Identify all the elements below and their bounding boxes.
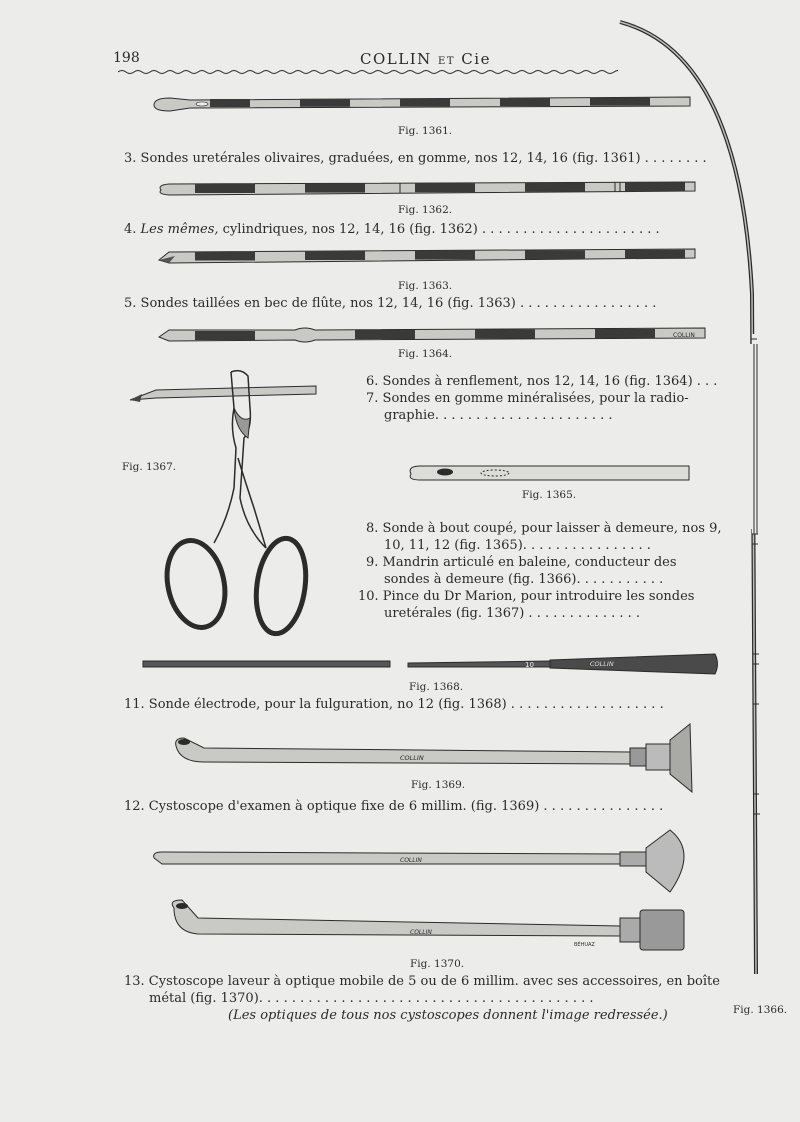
item-13-line1: 13. Cystoscope laveur à optique mobile de 5 ou de 6 millim. avec ses accessoires, en boîte [124,974,720,989]
marion-forceps-illustration [126,368,351,640]
item-13-line2: métal (fig. 1370). . . . . . . . . . . . . . . . . . . . . . . . . . . . . . . . . . . . . . . . . [149,991,594,1006]
running-header [360,50,491,68]
cystoscope-1370b-engraving: COLLIN [410,929,432,936]
item-8-line2: 10, 11, 12 (fig. 1365). . . . . . . . . . . . . . . . [384,538,651,553]
header-wavy-rule [118,68,618,76]
cystoscope-1369-engraving: COLLIN [400,754,424,762]
item-9-line2: sondes à demeure (fig. 1366). . . . . . . . . . . [384,572,664,587]
publisher-et: ET [438,56,456,67]
cystoscope-1370-illustration [150,822,700,952]
item-6: 6. Sondes à renflement, nos 12, 14, 16 (fig. 1364) . . . [366,374,718,389]
caption-fig-1364: Fig. 1364. [398,348,453,360]
electrode-1368-illustration [140,648,720,680]
optics-note: (Les optiques de tous nos cystoscopes donnent l'image redressée.) [228,1008,668,1023]
caption-fig-1367: Fig. 1367. [122,461,177,473]
item-11: 11. Sonde électrode, pour la fulguration, no 12 (fig. 1368) . . . . . . . . . . . . . . . . . . . [124,697,664,712]
item-4-text: cylindriques, nos 12, 14, 16 (fig. 1362) . . . . . . . . . . . . . . . . . . . . . . [222,222,660,237]
item-4-emphasis: Les mêmes, [140,222,219,237]
electrode-size-engraving: 10 [525,661,534,669]
maker-mark-engraving: BÉHUAZ [574,942,595,948]
caption-fig-1366: Fig. 1366. [733,1004,788,1016]
catheter-1364-engraving: COLLIN [673,332,695,339]
publisher-co: Cie [461,50,491,68]
item-9-line1: 9. Mandrin articulé en baleine, conducteur des [366,555,677,570]
item-12: 12. Cystoscope d'examen à optique fixe de 6 millim. (fig. 1369) . . . . . . . . . . . . . . . [124,799,664,814]
item-3: 3. Sondes uretérales olivaires, graduées, en gomme, nos 12, 14, 16 (fig. 1361) . . . . . . . . [124,151,707,166]
item-7-line1: 7. Sondes en gomme minéralisées, pour la radio- [366,391,689,406]
caption-fig-1363: Fig. 1363. [398,280,453,292]
item-8-line1: 8. Sonde à bout coupé, pour laisser à demeure, nos 9, [366,521,722,536]
caption-fig-1361: Fig. 1361. [398,125,453,137]
caption-fig-1369: Fig. 1369. [411,779,466,791]
caption-fig-1365: Fig. 1365. [522,489,577,501]
electrode-brand-engraving: COLLIN [590,660,614,668]
caption-fig-1370: Fig. 1370. [410,958,465,970]
item-4 [124,222,660,239]
item-10-line2: uretérales (fig. 1367) . . . . . . . . . . . . . . [384,606,641,621]
caption-fig-1368: Fig. 1368. [409,681,464,693]
item-5: 5. Sondes taillées en bec de flûte, nos 12, 14, 16 (fig. 1363) . . . . . . . . . . . . . . . . . [124,296,657,311]
page-number: 198 [113,50,140,66]
item-4-number: 4. [124,222,137,237]
caption-fig-1362: Fig. 1362. [398,204,453,216]
cystoscope-1370a-engraving: COLLIN [400,857,422,864]
publisher-name: COLLIN [360,50,432,68]
item-7-line2: graphie. . . . . . . . . . . . . . . . . . . . . . [384,408,613,423]
item-10-line1: 10. Pince du Dr Marion, pour introduire les sondes [358,589,695,604]
